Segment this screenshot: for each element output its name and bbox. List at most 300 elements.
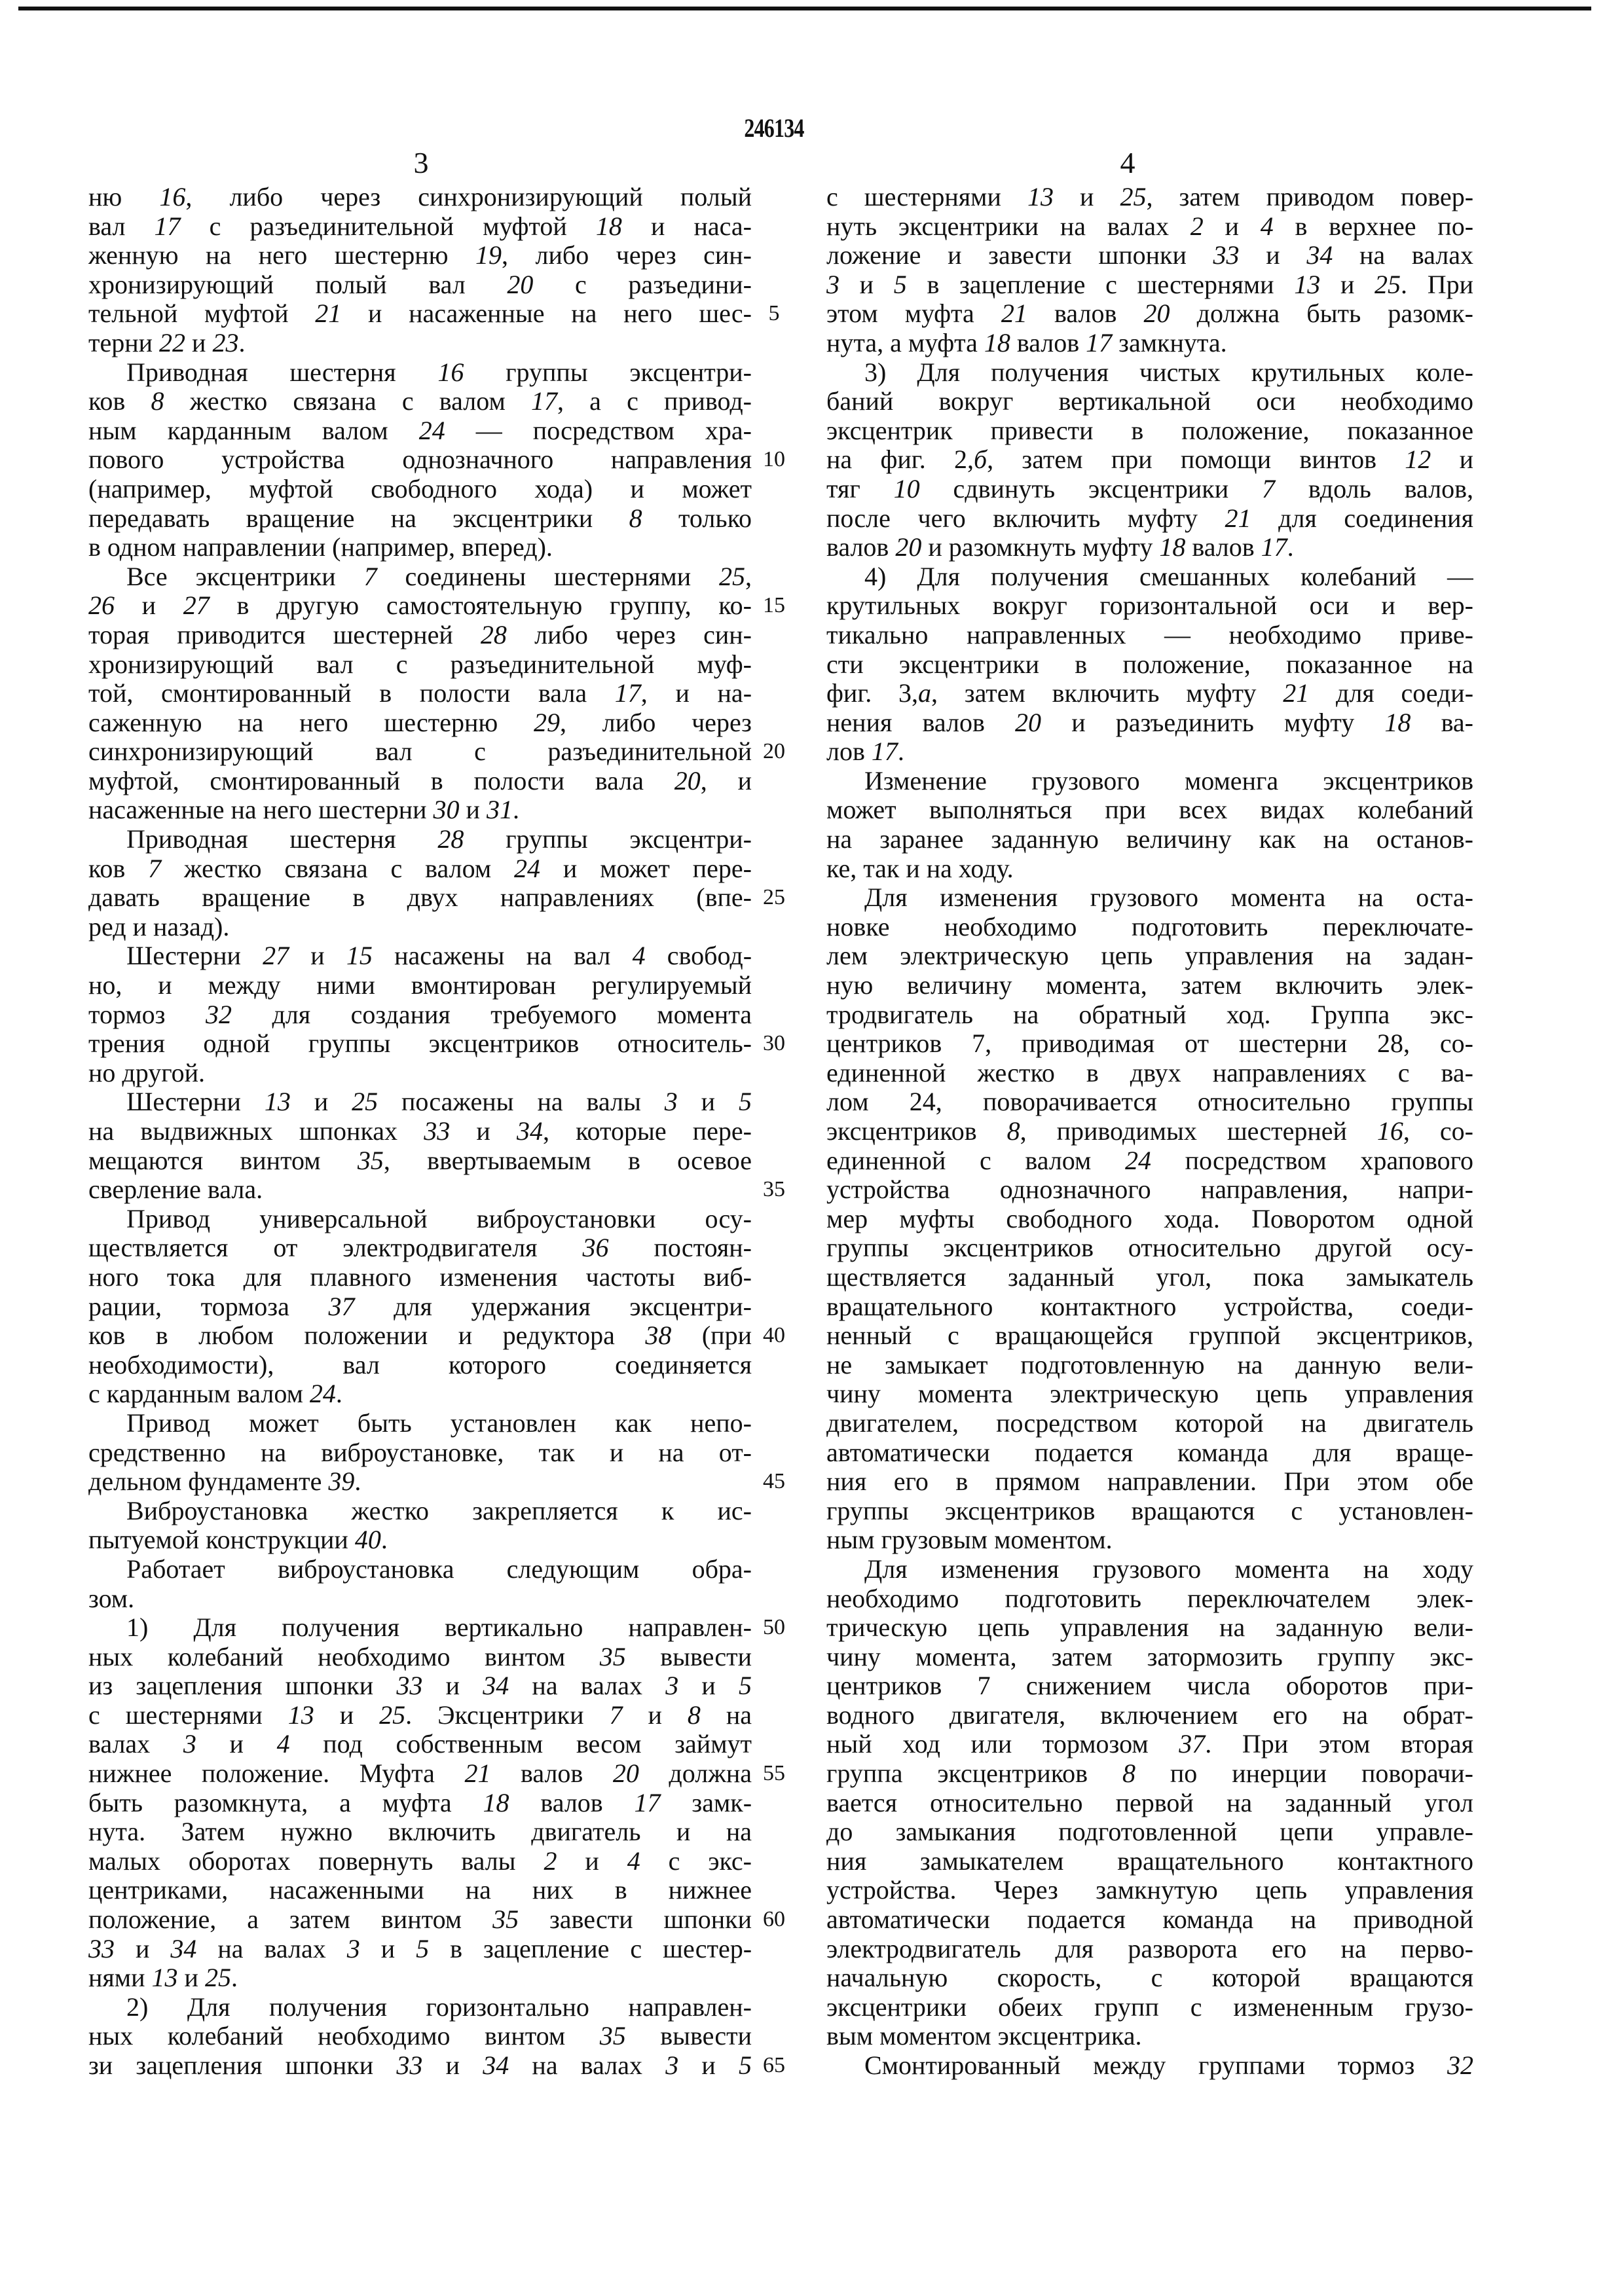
text-run: и bbox=[557, 1846, 627, 1876]
line-number: 15 bbox=[754, 591, 794, 621]
text-run: для соединения bbox=[1251, 503, 1473, 533]
text-run: валов bbox=[1185, 532, 1261, 562]
reference-numeral: 34 bbox=[1306, 240, 1333, 270]
text-run: и разъединить муфту bbox=[1041, 708, 1384, 737]
text-run: на валах bbox=[1333, 240, 1473, 270]
reference-numeral: 16 bbox=[159, 183, 185, 211]
text-run: и bbox=[178, 1963, 205, 1992]
reference-numeral: 7 bbox=[610, 1700, 623, 1730]
text-line bbox=[88, 1233, 752, 1263]
text-run: с шестернями bbox=[826, 183, 1027, 211]
text-line bbox=[826, 1438, 1473, 1468]
text-line bbox=[826, 1847, 1473, 1876]
text-line bbox=[88, 416, 752, 446]
reference-numeral: 17 bbox=[1261, 532, 1287, 562]
text-line bbox=[88, 737, 752, 767]
text-run: до замыкания подготовленной цепи управле- bbox=[826, 1817, 1473, 1846]
text-run: с разъедини- bbox=[533, 270, 752, 299]
text-run: и bbox=[678, 1671, 739, 1700]
text-line bbox=[88, 1613, 752, 1643]
text-run: рации, тормоза bbox=[88, 1292, 329, 1321]
text-line bbox=[826, 1935, 1473, 1964]
text-run: , которые пере- bbox=[543, 1116, 752, 1146]
text-run: только bbox=[642, 503, 752, 533]
text-run: и bbox=[360, 1934, 416, 1963]
text-line bbox=[826, 679, 1473, 708]
line-number: 35 bbox=[754, 1175, 794, 1205]
text-run: той, смонтированный в полости вала bbox=[88, 678, 615, 708]
reference-numeral: 35 bbox=[492, 1904, 519, 1934]
reference-numeral: 20 bbox=[674, 766, 701, 795]
text-run: ню bbox=[88, 183, 159, 211]
text-run: , и на- bbox=[641, 678, 752, 708]
text-run: с шестернями bbox=[88, 1700, 288, 1730]
reference-numeral: 25 bbox=[205, 1963, 231, 1992]
text-run: . bbox=[898, 737, 904, 766]
text-line bbox=[88, 1467, 752, 1497]
text-run: с карданным валом bbox=[88, 1379, 310, 1408]
text-line bbox=[88, 1555, 752, 1584]
text-run: баний вокруг вертикальной оси необходимо bbox=[826, 386, 1473, 416]
text-run: и bbox=[460, 795, 487, 824]
line-number: 40 bbox=[754, 1321, 794, 1351]
text-run: женную на него шестерню bbox=[88, 240, 475, 270]
reference-numeral: 7 bbox=[1262, 474, 1275, 503]
line-number: 10 bbox=[754, 445, 794, 475]
text-line bbox=[826, 1701, 1473, 1730]
text-run: Привод может быть установлен как непо- bbox=[126, 1408, 752, 1438]
text-run: ва- bbox=[1411, 708, 1473, 737]
text-run: и bbox=[185, 328, 212, 357]
text-line bbox=[88, 1701, 752, 1730]
text-line bbox=[826, 212, 1473, 242]
text-line bbox=[826, 475, 1473, 504]
text-line bbox=[88, 591, 752, 621]
text-run: ков bbox=[88, 386, 151, 416]
line-number: 50 bbox=[754, 1613, 794, 1643]
text-line bbox=[826, 533, 1473, 562]
text-run: насажены на вал bbox=[373, 941, 633, 970]
text-run: (например, муфтой свободного хода) и может bbox=[88, 474, 752, 503]
text-run: и bbox=[115, 1934, 170, 1963]
text-run: с разъединительной муфтой bbox=[181, 211, 596, 241]
text-line bbox=[826, 1817, 1473, 1847]
reference-numeral: 7 bbox=[148, 854, 161, 883]
text-run: малых оборотах повернуть валы bbox=[88, 1846, 544, 1876]
reference-numeral: 18 bbox=[1159, 532, 1185, 562]
text-run: соединены шестернями bbox=[377, 562, 719, 591]
text-line bbox=[826, 329, 1473, 358]
reference-numeral: 24 bbox=[514, 854, 540, 883]
text-line bbox=[88, 1409, 752, 1438]
text-run: но, и между ними вмонтирован регулируемый bbox=[88, 970, 752, 1000]
text-run: этом муфта bbox=[826, 299, 1001, 328]
text-run: . Эксцентрики bbox=[405, 1700, 609, 1730]
text-run: , со- bbox=[1403, 1116, 1473, 1146]
text-line bbox=[88, 1000, 752, 1030]
text-line bbox=[826, 1671, 1473, 1701]
text-run: ков bbox=[88, 854, 148, 883]
text-run: тормоз bbox=[88, 1000, 206, 1029]
text-run: фиг. 3, bbox=[826, 678, 918, 708]
text-line bbox=[826, 1555, 1473, 1584]
text-run: в зацепление с шестернями bbox=[907, 270, 1295, 299]
reference-numeral: 21 bbox=[1283, 678, 1309, 708]
text-run: центриков 7 снижением числа оборотов при- bbox=[826, 1671, 1473, 1700]
text-run: сверление вала. bbox=[88, 1175, 263, 1204]
text-line bbox=[88, 1292, 752, 1322]
text-line bbox=[826, 591, 1473, 621]
reference-numeral: 13 bbox=[1294, 270, 1320, 299]
text-line bbox=[88, 1525, 752, 1555]
reference-numeral: 35 bbox=[358, 1146, 384, 1175]
reference-numeral: 34 bbox=[483, 2050, 509, 2080]
reference-numeral: 16 bbox=[1377, 1116, 1403, 1146]
reference-numeral: 24 bbox=[419, 416, 445, 445]
text-run: ную величину момента, затем включить элек- bbox=[826, 970, 1473, 1000]
text-run: и bbox=[1204, 211, 1261, 241]
text-line bbox=[88, 1263, 752, 1292]
text-line bbox=[88, 1730, 752, 1759]
reference-numeral: 28 bbox=[437, 824, 464, 854]
text-run: посажены на валы bbox=[378, 1087, 665, 1116]
text-line bbox=[826, 241, 1473, 270]
text-line bbox=[88, 504, 752, 534]
text-run: тельной муфтой bbox=[88, 299, 315, 328]
line-number: 55 bbox=[754, 1759, 794, 1789]
text-run: вывести bbox=[626, 2021, 752, 2050]
text-line bbox=[88, 1059, 752, 1088]
text-run: группы эксцентри- bbox=[464, 824, 752, 854]
reference-numeral: 4 bbox=[1261, 211, 1274, 241]
text-line bbox=[88, 358, 752, 388]
text-line bbox=[826, 1613, 1473, 1643]
text-line bbox=[88, 1759, 752, 1789]
text-run: сти эксцентрики в положение, показанное на bbox=[826, 649, 1473, 679]
text-line bbox=[826, 416, 1473, 446]
text-line bbox=[826, 387, 1473, 416]
text-line bbox=[88, 387, 752, 416]
text-run: Для изменения грузового момента на оста- bbox=[864, 883, 1473, 912]
text-line bbox=[826, 1117, 1473, 1146]
text-run: , либо через синхронизирующий полый bbox=[185, 183, 752, 211]
reference-numeral: 29 bbox=[534, 708, 560, 737]
text-run: ного тока для плавного изменения частоты виб- bbox=[88, 1262, 752, 1292]
text-line bbox=[88, 1321, 752, 1351]
reference-numeral: 17 bbox=[635, 1788, 661, 1817]
text-run: лем электрическую цепь управления на задан- bbox=[826, 941, 1473, 970]
text-run: . bbox=[381, 1525, 388, 1554]
reference-numeral: 4 bbox=[633, 941, 646, 970]
page-number-left: 3 bbox=[395, 145, 447, 180]
text-run: и bbox=[1431, 445, 1473, 474]
reference-numeral: 2 bbox=[544, 1846, 557, 1876]
text-run: на bbox=[701, 1700, 752, 1730]
reference-numeral: 20 bbox=[1143, 299, 1170, 328]
text-run: 3) Для получения чистых крутильных коле- bbox=[864, 357, 1473, 387]
text-run: вдоль валов, bbox=[1275, 474, 1473, 503]
text-line bbox=[88, 679, 752, 708]
reference-numeral: 4 bbox=[277, 1729, 290, 1758]
reference-numeral: 5 bbox=[894, 270, 907, 299]
reference-numeral: 21 bbox=[315, 299, 341, 328]
text-run: мещаются винтом bbox=[88, 1146, 358, 1175]
text-run: в другую самостоятельную группу, ко- bbox=[210, 591, 752, 620]
text-run: ществляется заданный угол, пока замыкатель bbox=[826, 1262, 1473, 1292]
text-line bbox=[826, 1175, 1473, 1205]
text-line bbox=[826, 183, 1473, 212]
text-line bbox=[88, 621, 752, 650]
reference-numeral: 3 bbox=[665, 1087, 678, 1116]
text-run: передавать вращение на эксцентрики bbox=[88, 503, 629, 533]
text-run: тикально направленных — необходимо приве- bbox=[826, 620, 1473, 649]
text-run: Все эксцентрики bbox=[126, 562, 364, 591]
text-line bbox=[88, 1087, 752, 1117]
reference-numeral: 27 bbox=[263, 941, 289, 970]
text-run: жестко связана с валом bbox=[161, 854, 514, 883]
text-run: валов bbox=[1010, 328, 1086, 357]
text-run: нута, а муфта bbox=[826, 328, 984, 357]
reference-numeral: 3 bbox=[665, 2050, 678, 2080]
text-run: тродвигатель на обратный ход. Группа экс- bbox=[826, 1000, 1473, 1029]
text-line bbox=[826, 270, 1473, 300]
text-run: в одном направлении (например, вперед). bbox=[88, 532, 553, 562]
text-run: и может пере- bbox=[540, 854, 752, 883]
text-line bbox=[826, 1730, 1473, 1759]
text-run: группа эксцентриков bbox=[826, 1758, 1122, 1788]
text-line bbox=[88, 825, 752, 854]
line-number: 60 bbox=[754, 1905, 794, 1935]
text-line bbox=[88, 1963, 752, 1993]
reference-numeral: 32 bbox=[1447, 2050, 1473, 2080]
text-run: на фиг. 2, bbox=[826, 445, 974, 474]
text-line bbox=[826, 1059, 1473, 1088]
text-line bbox=[826, 1379, 1473, 1409]
reference-numeral: 30 bbox=[434, 795, 460, 824]
text-line bbox=[826, 1292, 1473, 1322]
text-line bbox=[88, 1671, 752, 1701]
text-line bbox=[88, 562, 752, 592]
text-run: необходимости), вал которого соединяется bbox=[88, 1350, 752, 1379]
text-line bbox=[826, 1525, 1473, 1555]
text-line bbox=[88, 1029, 752, 1059]
text-run: валов bbox=[1027, 299, 1144, 328]
text-run: автоматически подается команда для враще- bbox=[826, 1438, 1473, 1467]
text-run: , затем включить муфту bbox=[931, 678, 1283, 708]
text-run: новке необходимо подготовить переключате- bbox=[826, 912, 1473, 941]
text-run: и разомкнуть муфту bbox=[921, 532, 1159, 562]
text-line bbox=[88, 329, 752, 358]
text-run: . bbox=[513, 795, 519, 824]
reference-numeral: 27 bbox=[183, 591, 210, 620]
text-run: , приводимых шестерней bbox=[1020, 1116, 1377, 1146]
reference-numeral: 18 bbox=[483, 1788, 509, 1817]
text-line bbox=[88, 708, 752, 738]
reference-numeral: 25 bbox=[1120, 183, 1146, 211]
text-run: под собственным весом займут bbox=[290, 1729, 752, 1758]
text-run: и bbox=[678, 1087, 739, 1116]
text-run: сдвинуть эксцентрики bbox=[920, 474, 1262, 503]
text-run: . bbox=[354, 1467, 361, 1496]
patent-number: 246134 bbox=[722, 113, 826, 143]
text-run: вращательного контактного устройства, соеди- bbox=[826, 1292, 1473, 1321]
reference-numeral: 20 bbox=[1015, 708, 1041, 737]
text-line bbox=[88, 767, 752, 796]
text-line bbox=[826, 971, 1473, 1000]
reference-numeral: 13 bbox=[152, 1963, 178, 1992]
reference-numeral: 33 bbox=[396, 1671, 422, 1700]
reference-numeral: 37 bbox=[1179, 1729, 1205, 1758]
text-run: необходимо подготовить переключателем элек- bbox=[826, 1584, 1473, 1613]
reference-numeral: 39 bbox=[328, 1467, 354, 1496]
text-run: хронизирующий вал с разъединительной муф- bbox=[88, 649, 752, 679]
text-run: автоматически подается команда на приводной bbox=[826, 1904, 1473, 1934]
text-line bbox=[88, 183, 752, 212]
reference-numeral: 20 bbox=[613, 1758, 639, 1788]
text-run: устройства однозначного направления, напри- bbox=[826, 1175, 1473, 1204]
text-run: Приводная шестерня bbox=[126, 357, 437, 387]
reference-numeral: 12 bbox=[1405, 445, 1431, 474]
line-number: 65 bbox=[754, 2051, 794, 2081]
text-line bbox=[88, 1584, 752, 1614]
text-run: торая приводится шестерней bbox=[88, 620, 481, 649]
line-number: 20 bbox=[754, 737, 794, 767]
text-run: дельном фундаменте bbox=[88, 1467, 328, 1496]
text-run: , затем приводом повер- bbox=[1146, 183, 1473, 211]
reference-numeral: 24 bbox=[1125, 1146, 1151, 1175]
text-line bbox=[826, 854, 1473, 884]
text-run: на валах bbox=[196, 1934, 346, 1963]
reference-numeral: 15 bbox=[346, 941, 373, 970]
text-run: давать вращение в двух направлениях (впе- bbox=[88, 883, 752, 912]
text-line bbox=[826, 1584, 1473, 1614]
text-run: вается относительно первой на заданный угол bbox=[826, 1788, 1473, 1817]
text-run: и наса- bbox=[622, 211, 752, 241]
text-run: и bbox=[291, 1087, 352, 1116]
text-line bbox=[88, 1876, 752, 1905]
reference-numeral: 20 bbox=[507, 270, 533, 299]
reference-numeral: 26 bbox=[88, 591, 115, 620]
text-run: валов bbox=[826, 532, 895, 562]
reference-numeral: 17 bbox=[615, 678, 641, 708]
text-run: . bbox=[336, 1379, 342, 1408]
text-run: зом. bbox=[88, 1584, 134, 1613]
reference-numeral: 13 bbox=[265, 1087, 291, 1116]
text-run: на выдвижных шпонках bbox=[88, 1116, 424, 1146]
text-run: валах bbox=[88, 1729, 183, 1758]
text-run: с экс- bbox=[640, 1846, 752, 1876]
text-run: хронизирующий полый вал bbox=[88, 270, 507, 299]
text-run: после чего включить муфту bbox=[826, 503, 1225, 533]
reference-numeral: 24 bbox=[310, 1379, 336, 1408]
text-run: на заранее заданную величину как на останов- bbox=[826, 824, 1473, 854]
text-run: , и bbox=[701, 766, 752, 795]
text-run: и bbox=[450, 1116, 517, 1146]
text-run: 2) Для получения горизонтально направлен- bbox=[126, 1992, 752, 2022]
text-run: , а с привод- bbox=[557, 386, 752, 416]
text-line bbox=[826, 1321, 1473, 1351]
reference-numeral: 18 bbox=[984, 328, 1010, 357]
text-line bbox=[88, 270, 752, 300]
text-run: для соеди- bbox=[1309, 678, 1473, 708]
line-number: 5 bbox=[754, 299, 794, 329]
reference-numeral: 5 bbox=[416, 1934, 429, 1963]
text-run: . bbox=[1287, 532, 1294, 562]
text-line bbox=[88, 1497, 752, 1526]
text-run: . При этом вторая bbox=[1205, 1729, 1473, 1758]
text-run: Шестерни bbox=[126, 1087, 265, 1116]
reference-numeral: 19 bbox=[475, 240, 502, 270]
text-run: свобод- bbox=[646, 941, 752, 970]
text-run: чину момента электрическую цепь управления bbox=[826, 1379, 1473, 1408]
text-line bbox=[88, 475, 752, 504]
text-line bbox=[826, 1467, 1473, 1497]
text-run: и bbox=[115, 591, 183, 620]
text-line bbox=[826, 1789, 1473, 1818]
text-run: ным карданным валом bbox=[88, 416, 419, 445]
text-run: ков в любом положении и редуктора bbox=[88, 1321, 645, 1350]
reference-numeral: 21 bbox=[464, 1758, 490, 1788]
text-run: пового устройства однозначного направления bbox=[88, 445, 752, 474]
text-line bbox=[88, 445, 752, 475]
reference-numeral: 8 bbox=[1122, 1758, 1135, 1788]
reference-numeral: 34 bbox=[170, 1934, 196, 1963]
text-run: и bbox=[840, 270, 894, 299]
page-number-right: 4 bbox=[1101, 145, 1154, 180]
reference-numeral: 25 bbox=[719, 562, 745, 591]
reference-numeral: 18 bbox=[596, 211, 622, 241]
text-line bbox=[826, 913, 1473, 942]
text-run: нуть эксцентрики на валах bbox=[826, 211, 1190, 241]
text-run: ных колебаний необходимо винтом bbox=[88, 2021, 600, 2050]
text-run: ный ход или тормозом bbox=[826, 1729, 1179, 1758]
reference-numeral: 17 bbox=[531, 386, 557, 416]
text-run: жестко связана с валом bbox=[164, 386, 531, 416]
reference-numeral: 20 bbox=[895, 532, 921, 562]
text-run: группы эксцентриков вращаются с установлен- bbox=[826, 1496, 1473, 1525]
text-run: из зацепления шпонки bbox=[88, 1671, 396, 1700]
text-run: лом 24, поворачивается относительно группы bbox=[826, 1087, 1473, 1116]
text-line bbox=[826, 1029, 1473, 1059]
text-run: , затем при помощи винтов bbox=[987, 445, 1405, 474]
text-line bbox=[88, 1905, 752, 1935]
text-line bbox=[88, 971, 752, 1000]
text-run: ществляется от электродвигателя bbox=[88, 1233, 583, 1262]
text-line bbox=[88, 1789, 752, 1818]
text-line bbox=[826, 2022, 1473, 2051]
text-run: группы эксцентри- bbox=[464, 357, 752, 387]
reference-numeral: 35 bbox=[600, 2021, 626, 2050]
text-line bbox=[826, 1409, 1473, 1438]
right-column-text bbox=[826, 183, 1473, 2081]
text-run: валов bbox=[509, 1788, 635, 1817]
reference-numeral: 8 bbox=[688, 1700, 701, 1730]
text-line bbox=[826, 1993, 1473, 2022]
text-run: нями bbox=[88, 1963, 152, 1992]
text-run: и bbox=[314, 1700, 379, 1730]
reference-numeral: 21 bbox=[1001, 299, 1027, 328]
reference-numeral: 13 bbox=[288, 1700, 314, 1730]
text-run: для удержания эксцентри- bbox=[355, 1292, 752, 1321]
text-run: ния его в прямом направлении. При этом обе bbox=[826, 1467, 1473, 1496]
reference-numeral: 5 bbox=[739, 1087, 752, 1116]
text-run: Шестерни bbox=[126, 941, 263, 970]
text-run: ке, так и на ходу. bbox=[826, 854, 1014, 883]
reference-numeral: 38 bbox=[645, 1321, 671, 1350]
reference-numeral: 33 bbox=[1213, 240, 1240, 270]
text-run: вывести bbox=[626, 1642, 752, 1671]
text-line bbox=[88, 241, 752, 270]
